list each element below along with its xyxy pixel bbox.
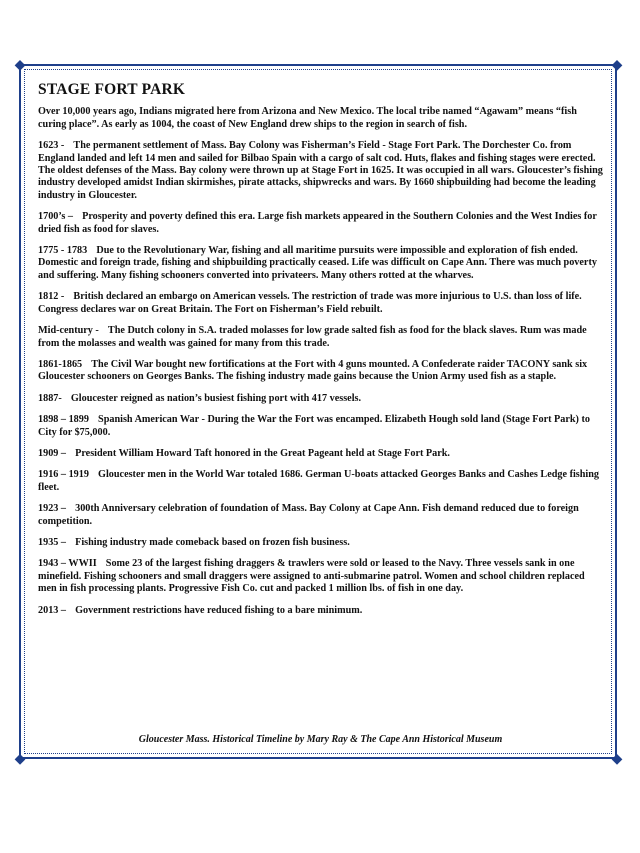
timeline-entry [38,211,603,236]
entry-text: Due to the Revolutionary War, fishing and all maritime pursuits were impossible and exploration of fish ended. Domestic and foreign trade, fishing and shipbuilding practically ceased. Life was difficult on Cape Ann. There was much poverty and suffering. Many fishing schooners converted into privateers. Many others rotted at the wharves. [38,245,597,281]
entry-date: 1812 - [38,291,65,303]
timeline-entry [38,537,603,549]
intro-paragraph: Over 10,000 years ago, Indians migrated here from Arizona and New Mexico. The local tribe named “Agawam” means “fish curing place”. As early as 1004, the coast of New England drew ships to the region in search of fish. [38,106,577,130]
entry-date: 1923 – [38,503,67,515]
entry-date: 1623 - [38,140,65,152]
entry-text: The Dutch colony in S.A. traded molasses for low grade salted fish as food for the black slaves. Rum was made from the molasses and wealth was gained for many from this trade. [38,325,587,349]
entry-date: 2013 – [38,604,67,616]
entry-text: Some 23 of the largest fishing draggers & trawlers were sold or leased to the Navy. Three vessels sank in one minefield. Fishing schooners and small draggers were assigned to anti-submarine patrol. Women and school children replaced men in fish processing plants. Progressive Fish Co. cut and packed 1 million lbs. of fish in one day. [38,558,585,595]
entry-text: Gloucester reigned as nation’s busiest fishing port with 417 vessels. [70,392,362,404]
timeline-entry [38,359,603,384]
timeline-entry [38,140,603,202]
entry-text: Prosperity and poverty defined this era. Large fish markets appeared in the Southern Colonies and the West Indies for dried fish as food for slaves. [38,211,597,235]
entry-date: 1935 – [38,536,67,548]
entry-date: Mid-century - [38,325,99,337]
entry-date: 1943 – WWII [38,558,97,570]
corner-ornament-icon: ◆ [611,57,623,73]
corner-ornament-icon: ◆ [611,751,623,767]
entry-text: Fishing industry made comeback based on frozen fish business. [75,536,350,548]
entry-date: 1916 – 1919 [38,469,89,481]
corner-ornament-icon: ◆ [14,751,26,767]
source-credit: Gloucester Mass. Historical Timeline by Mary Ray & The Cape Ann Historical Museum [138,734,503,745]
page-title: STAGE FORT PARK [38,81,186,98]
timeline-entry [38,558,603,595]
entry-date: 1898 – 1899 [38,414,89,426]
entry-date: 1700’s – [38,211,73,223]
timeline-entry [38,414,603,439]
timeline-entry [38,325,603,350]
timeline [38,140,603,617]
entry-date: 1775 - 1783 [38,245,88,257]
entry-text: The permanent settlement of Mass. Bay Colony was Fisherman’s Field - Stage Fort Park. The Dorchester Co. from England landed and left 14 men and sailed for Bilbao Spain with a cargo of salt cod. Huts, flakes and fishing stages were erected. The oldest defenses of the Mass. Bay colony were thrown up at Stage Fort in 1625. It was occupied in all wars. Gloucester’s fishing industry developed amidst Indian skirmishes, pirate attacks, shipwrecks and wars. By 1660 shipbuilding had become the leading industry in Gloucester. [38,140,603,201]
entry-text: British declared an embargo on American vessels. The restriction of trade was more injurious to U.S. than loss of life. Congress declares war on Great Britain. The Fort on Fisherman’s Field rebuilt. [38,291,582,315]
entry-text: The Civil War bought new fortifications at the Fort with 4 guns mounted. A Confederate raider TACONY sank six Gloucester schooners on Georges Banks. The fishing industry made gains because the Union Army used fish as a staple. [38,358,588,383]
timeline-entry [38,605,603,617]
entry-date: 1887- [38,392,62,404]
entry-date: 1909 – [38,447,67,459]
document-body [38,78,603,626]
timeline-entry [38,469,603,494]
entry-text: Government restrictions have reduced fishing to a bare minimum. [75,604,363,616]
timeline-entry [38,291,603,316]
timeline-entry [38,503,603,528]
entry-text: Gloucester men in the World War totaled 1686. German U-boats attacked Georges Banks and Cashes Ledge fishing fleet. [38,469,600,493]
entry-text: President William Howard Taft honored in the Great Pageant held at Stage Fort Park. [75,447,450,459]
entry-date: 1861-1865 [38,358,83,370]
timeline-entry [38,393,603,405]
entry-text: Spanish American War - During the War the Fort was encamped. Elizabeth Hough sold land (Stage Fort Park) to City for $75,000. [38,414,590,438]
timeline-entry [38,245,603,282]
corner-ornament-icon: ◆ [14,57,26,73]
entry-text: 300th Anniversary celebration of foundation of Mass. Bay Colony at Cape Ann. Fish demand reduced due to foreign competition. [38,503,579,527]
timeline-entry [38,448,603,460]
